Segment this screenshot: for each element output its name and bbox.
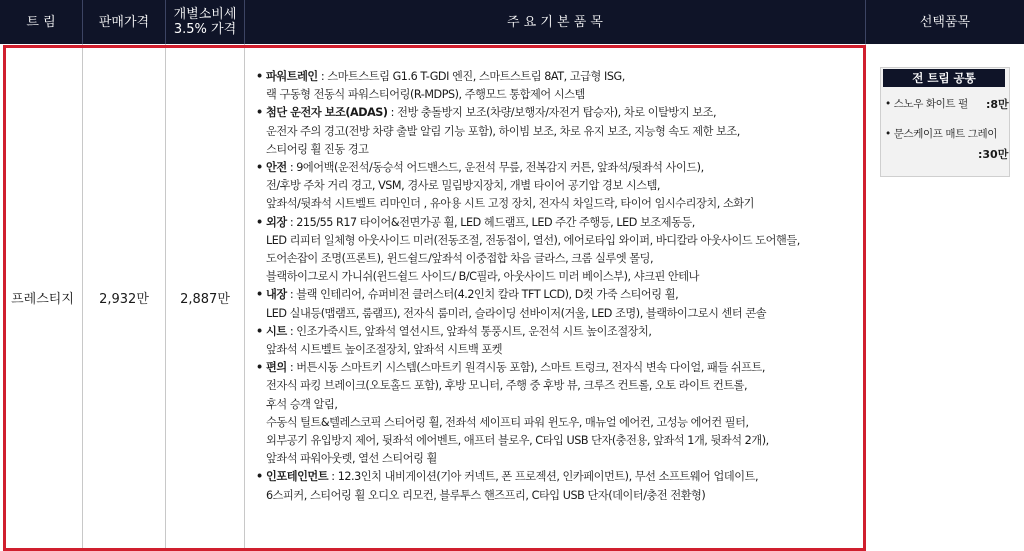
feature-text: 전자식 파킹 브레이크(오토홀드 포함), 후방 모니터, 주행 중 후방 뷰, 크루즈 컨트롤, 오토 라이트 컨트롤, bbox=[266, 379, 748, 393]
feature-item bbox=[254, 468, 859, 504]
bullet-icon: • bbox=[256, 70, 263, 83]
bullet-icon: • bbox=[256, 324, 263, 338]
feature-text: 앞좌석 파워아웃렛, 열선 스티어링 휠 bbox=[266, 452, 437, 466]
feature-category: 파워트레인 bbox=[266, 70, 318, 83]
feature-text: 블랙하이그로시 가니쉬(윈드쉴드 사이드/ B/C필라, 아웃사이드 미러 베이스부), 샤크핀 안테나 bbox=[266, 270, 699, 284]
trim-tax-price: 2,887만 bbox=[180, 291, 230, 307]
feature-line bbox=[266, 377, 859, 395]
bullet-icon: • bbox=[256, 288, 263, 302]
feature-line bbox=[266, 268, 859, 286]
feature-line bbox=[266, 141, 859, 159]
bullet-icon: • bbox=[256, 215, 263, 229]
feature-category: 시트 bbox=[266, 324, 287, 338]
option-name: 문스케이프 매트 그레이 bbox=[893, 128, 998, 140]
feature-line bbox=[266, 195, 859, 213]
feature-line bbox=[266, 414, 859, 432]
feature-text: : 인조가죽시트, 앞좌석 열선시트, 앞좌석 통풍시트, 운전석 시트 높이조절장치, bbox=[286, 324, 652, 338]
header-tax-price bbox=[166, 0, 244, 44]
trim-price: 2,932만 bbox=[99, 291, 149, 307]
feature-text: 6스피커, 스티어링 휠 오디오 리모컨, 블루투스 핸즈프리, C타입 USB 단자(데이터/충전 전환형) bbox=[266, 488, 706, 502]
header-trim: 트 림 bbox=[26, 14, 56, 30]
feature-text: 외부공기 유입방지 제어, 뒷좌석 에어벤트, 애프터 블로우, C타입 USB 단자(충전용, 앞좌석 1개, 뒷좌석 2개), bbox=[266, 434, 769, 448]
feature-text: 후석 승객 알림, bbox=[266, 397, 338, 411]
bullet-icon: • bbox=[256, 106, 263, 120]
feature-line bbox=[266, 68, 859, 86]
feature-line bbox=[266, 104, 859, 122]
feature-item bbox=[254, 214, 859, 287]
feature-item bbox=[254, 359, 859, 468]
header-features: 주 요 기 본 품 목 bbox=[506, 14, 603, 30]
feature-text: : 스마트스트림 G1.6 T-GDI 엔진, 스마트스트림 8AT, 고급형 ISG, bbox=[317, 70, 625, 83]
feature-line bbox=[266, 341, 859, 359]
option-name: 스노우 화이트 펄 bbox=[893, 98, 968, 110]
feature-line bbox=[266, 323, 859, 341]
feature-line bbox=[266, 214, 859, 232]
feature-text: : 12.3인치 내비게이션(기아 커넥트, 폰 프로젝션, 인카페이먼트), 무선 소프트웨어 업데이트, bbox=[328, 470, 759, 484]
bullet-icon: • bbox=[256, 161, 263, 175]
feature-line bbox=[266, 396, 859, 414]
option-item: • 문스케이프 매트 그레이 bbox=[885, 128, 998, 140]
feature-line bbox=[266, 86, 859, 104]
feature-category: 첨단 운전자 보조(ADAS) bbox=[266, 106, 388, 120]
feature-list bbox=[254, 68, 859, 505]
header-tax-line2: 3.5% 가격 bbox=[173, 22, 237, 37]
feature-text: 운전자 주의 경고(전방 차량 출발 알림 기능 포함), 하이빔 보조, 차로 유지 보조, 지능형 속도 제한 보조, bbox=[266, 124, 740, 138]
feature-text: : 9에어백(운전석/동승석 어드밴스드, 운전석 무릎, 전복감지 커튼, 앞좌석/뒷좌석 사이드), bbox=[286, 161, 704, 175]
feature-category: 외장 bbox=[266, 215, 287, 229]
feature-item bbox=[254, 323, 859, 359]
feature-line bbox=[266, 250, 859, 268]
feature-line bbox=[266, 305, 859, 323]
feature-line bbox=[266, 177, 859, 195]
feature-text: : 215/55 R17 타이어&전면가공 휠, LED 헤드램프, LED 주간 주행등, LED 보조제동등, bbox=[286, 215, 695, 229]
feature-line bbox=[266, 232, 859, 250]
options-title: 전 트림 공통 bbox=[883, 69, 1005, 87]
feature-category: 내장 bbox=[266, 288, 287, 302]
option-price: :8만 bbox=[986, 98, 1009, 111]
feature-category: 안전 bbox=[266, 161, 287, 175]
feature-text: 전/후방 주차 거리 경고, VSM, 경사로 밀림방지장치, 개별 타이어 공기압 경보 시스템, bbox=[266, 179, 661, 193]
feature-item bbox=[254, 104, 859, 159]
feature-text: 랙 구동형 전동식 파워스티어링(R-MDPS), 주행모드 통합제어 시스템 bbox=[266, 88, 585, 102]
feature-line bbox=[266, 450, 859, 468]
feature-category: 인포테인먼트 bbox=[266, 470, 329, 484]
bullet-icon: • bbox=[256, 470, 263, 484]
feature-item bbox=[254, 159, 859, 214]
feature-item bbox=[254, 286, 859, 322]
feature-line bbox=[266, 123, 859, 141]
header-price: 판매가격 bbox=[98, 14, 150, 30]
feature-line bbox=[266, 468, 859, 486]
feature-text: 앞좌석 시트벨트 높이조절장치, 앞좌석 시트백 포켓 bbox=[266, 343, 503, 357]
feature-category: 편의 bbox=[266, 361, 287, 375]
bullet-icon: • bbox=[256, 361, 263, 375]
feature-line bbox=[266, 286, 859, 304]
trim-name: 프레스티지 bbox=[11, 291, 74, 307]
header-options: 선택품목 bbox=[919, 14, 971, 30]
header-tax-line1: 개별소비세 bbox=[173, 7, 237, 22]
feature-text: : 전방 충돌방지 보조(차량/보행자/자전거 탑승자), 차로 이탈방지 보조, bbox=[387, 106, 717, 120]
feature-text: 도어손잡이 조명(프론트), 윈드쉴드/앞좌석 이중접합 차음 글라스, 크롬 실루엣 몰딩, bbox=[266, 252, 654, 266]
feature-text: 수동식 틸트&텔레스코픽 스티어링 휠, 전좌석 세이프티 파워 윈도우, 매뉴얼 에어컨, 고성능 에어컨 필터, bbox=[266, 415, 749, 429]
feature-text: 스티어링 휠 진동 경고 bbox=[266, 142, 369, 156]
feature-line bbox=[266, 432, 859, 450]
feature-text: : 블랙 인테리어, 슈퍼비전 클러스터(4.2인치 칼라 TFT LCD), D컷 가죽 스티어링 휠, bbox=[286, 288, 679, 302]
feature-text: : 버튼시동 스마트키 시스템(스마트키 원격시동 포함), 스마트 트렁크, 전자식 변속 다이얼, 패들 쉬프트, bbox=[286, 361, 765, 375]
feature-line bbox=[266, 159, 859, 177]
feature-text: LED 실내등(맵램프, 룸램프), 전자식 룸미러, 슬라이딩 선바이저(거울, LED 조명), 블랙하이그로시 센터 콘솔 bbox=[266, 306, 767, 320]
feature-line bbox=[266, 359, 859, 377]
option-item: • 스노우 화이트 펄 bbox=[885, 98, 968, 110]
feature-text: 앞좌석/뒷좌석 시트벨트 리마인더 , 유아용 시트 고정 장치, 전자식 차일드락, 타이어 임시수리장치, 소화기 bbox=[266, 197, 755, 211]
feature-item bbox=[254, 68, 859, 104]
feature-text: LED 리피터 일체형 아웃사이드 미러(전동조절, 전동접이, 열선), 에어로타입 와이퍼, 바디칼라 아웃사이드 도어핸들, bbox=[266, 233, 800, 247]
feature-line bbox=[266, 487, 859, 505]
option-price: :30만 bbox=[978, 148, 1009, 161]
